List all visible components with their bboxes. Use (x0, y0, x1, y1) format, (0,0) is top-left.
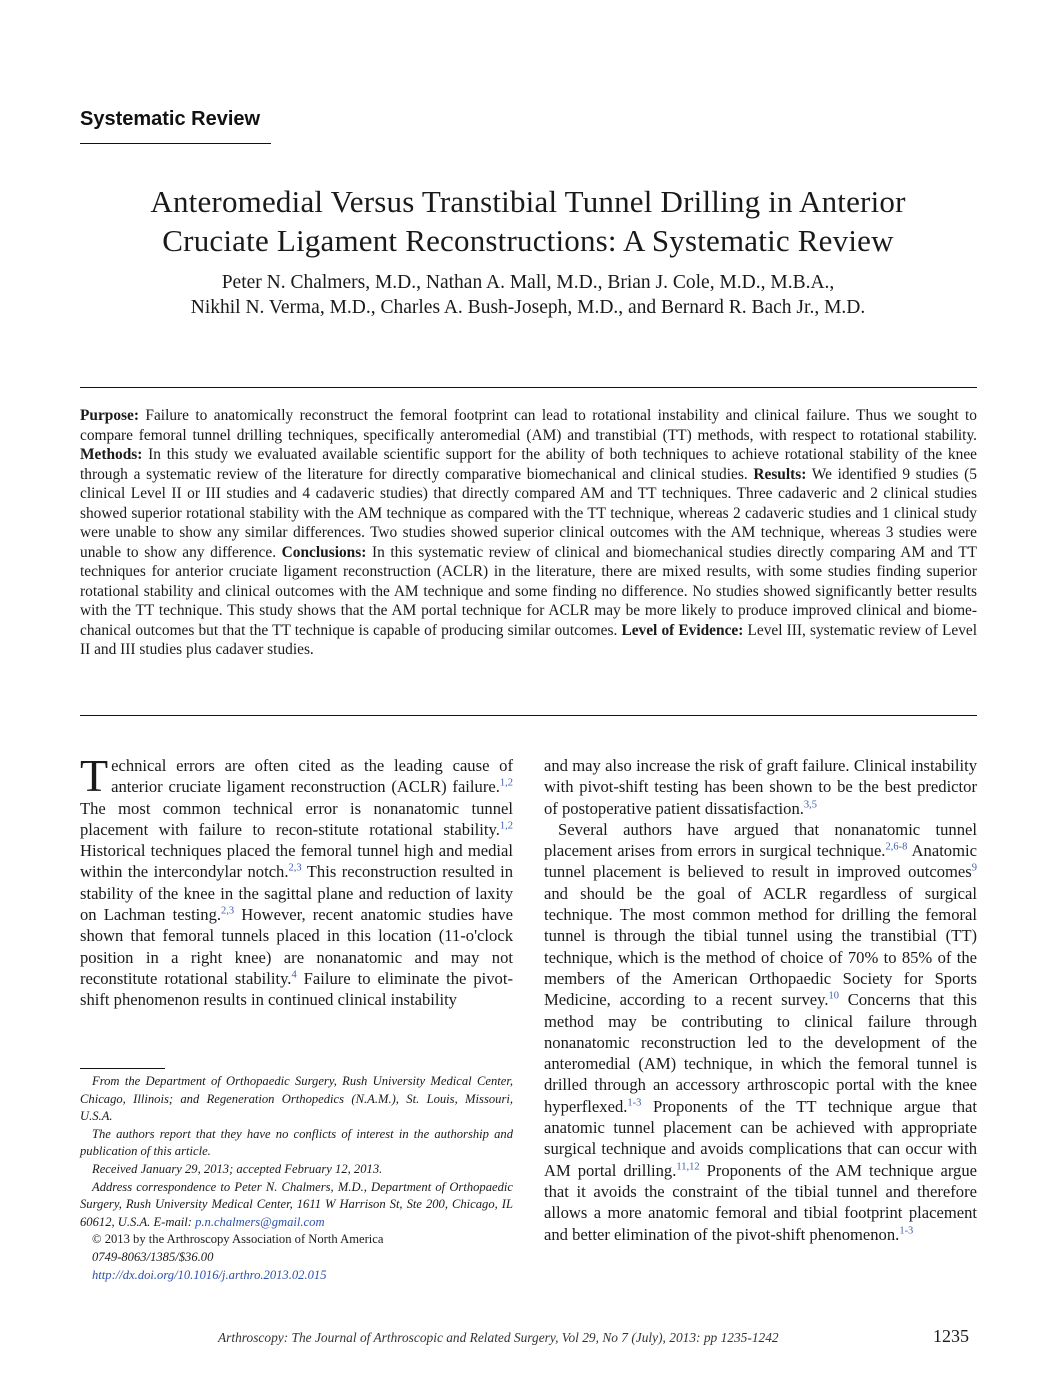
citation-link[interactable]: 2,3 (221, 905, 235, 917)
author-list (60, 270, 996, 320)
body-text: and may also increase the risk of graft failure. Clinical instability with pivot-shift testing has been shown to be the best predictor of postoperative patient dissatisfaction. (544, 756, 977, 818)
methods-label: Methods: (80, 446, 143, 463)
body-text: Proponents of the AM technique argue that it avoids the constraint of the tibial tunnel and therefore allows a more anatomic femoral and tibial footprint placement and better elimination of the pivot-shift phenomenon. (544, 1160, 977, 1244)
footnote-received: Received January 29, 2013; accepted February 12, 2013. (92, 1161, 383, 1176)
body-text: Concerns that this method may be contributing to clinical failure through nonanatomic reconstruction led to the development of the anteromedial (AM) technique, in which the femoral tunnel is drilled through an accessory arthroscopic portal with the knee hyperflexed. (544, 990, 977, 1116)
abstract-bottom-rule (80, 715, 977, 716)
abstract-top-rule (80, 387, 977, 388)
abstract (80, 406, 977, 660)
citation-link[interactable]: 1-3 (899, 1225, 914, 1236)
citation-link[interactable]: 10 (828, 990, 839, 1002)
drop-cap: T (80, 750, 109, 801)
title-line-1: Anteromedial Versus Transtibial Tunnel Drilling in Anterior (150, 184, 906, 219)
results-label: Results: (753, 465, 807, 483)
body-paragraph (544, 755, 977, 819)
citation-link[interactable]: 3,5 (803, 799, 818, 811)
footnote-conflicts: The authors report that they have no conflicts of interest in the authorship and publication of this article. (80, 1126, 513, 1159)
intro-paragraph (80, 750, 513, 1011)
body-text: Proponents of the TT technique argue that anatomic tunnel placement can be achieved with appropriate surgical technique and avoids complications that can occur with AM portal drilling. (544, 1096, 977, 1180)
citation-link[interactable]: 4 (291, 969, 297, 981)
methods-text: In this study we evaluated available scientific support for the ability of both techniques to achieve rotational stability of the knee through a systematic review of the literature for directly comparative biomechanical and clinical studies. (80, 446, 977, 483)
body-text: and should be the goal of ACLR regardless of surgical technique. The most common method for drilling the femoral tunnel is through the tibial tunnel using the transtibial (TT) technique, which is the method of choice of 70% to 85% of the members of the American Orthopaedic Society for Sports Medicine, according to a recent survey. (544, 883, 977, 1010)
footnotes (80, 1073, 513, 1284)
citation-link[interactable]: 11,12 (676, 1161, 700, 1173)
email-link[interactable]: p.n.chalmers@gmail.com (195, 1214, 325, 1229)
conclusions-text: In this systematic review of clinical and biomechanical studies directly comparing AM and TT techniques for anterior cruciate ligament reconstruction (ACLR) in the literature, there are mixed results, with some studies finding superior rotational stability and clinical outcomes with the AM technique and some finding no difference. No studies showed significantly better results with the TT technique. This study shows that the AM portal technique for ACLR may be more likely to produce improved clinical and biome-chanical outcomes but that the TT technique is capable of producing similar outcomes. (80, 543, 978, 639)
title-line-2: Cruciate Ligament Reconstructions: A Systematic Review (162, 223, 894, 258)
body-text: This reconstruction resulted in stability of the knee in the sagittal plane and reduction of laxity on Lachman testing. (80, 862, 513, 925)
section-label: Systematic Review (80, 108, 261, 130)
citation-link[interactable]: 2,3 (288, 862, 302, 874)
level-of-evidence-text: Level III, systematic review of Level II and III studies plus cadaver studies. (80, 621, 978, 658)
footnote-address (80, 1179, 513, 1232)
body-column-left (80, 750, 513, 1011)
conclusions-label: Conclusions: (281, 543, 367, 561)
purpose-text: Failure to anatomically reconstruct the femoral footprint can lead to rotational instability and clinical failure. Thus we sought to compare femoral tunnel drilling techniques, specifically anteromedial (AM) and transtibial (TT) methods, with respect to rotational stability. (80, 407, 977, 444)
level-of-evidence-label: Level of Evidence: (621, 621, 744, 639)
footnote-affiliation: From the Department of Orthopaedic Surgery, Rush University Medical Center, Chicago, Illinois; and Regeneration Orthopedics (N.A.M.), St. Louis, Missouri, U.S.A. (80, 1074, 513, 1124)
doi-link[interactable]: http://dx.doi.org/10.1016/j.arthro.2013.02.015 (92, 1267, 327, 1282)
body-column-right (544, 755, 977, 1245)
body-text: Several authors have argued that nonanatomic tunnel placement arises from errors in surgical technique. (544, 819, 977, 861)
section-rule (80, 143, 271, 144)
results-text: We identified 9 studies (5 clinical Level II or III studies and 4 cadaveric studies) that directly compared AM and TT techniques. Three cadaveric and 2 clinical studies showed superior rotational stability with the AM technique as compared with the TT technique, whereas 2 cadaveric studies and 1 clinical study were unable to show any similar differences. Two studies showed superior clinical outcomes with the AM technique, whereas 3 studies were unable to show any difference. (80, 465, 977, 561)
purpose-label: Purpose: (80, 407, 139, 424)
body-text: echnical errors are often cited as the leading cause of anterior cruciate ligament reconstruction (ACLR) failure. (111, 756, 513, 797)
journal-footer: Arthroscopy: The Journal of Arthroscopic and Related Surgery, Vol 29, No 7 (July), 2013: pp 1235-1242 (218, 1330, 779, 1345)
article-title (60, 182, 996, 260)
address-text: Address correspondence to Peter N. Chalmers, M.D., Department of Orthopaedic Surgery, Rush University Medical Center, 1611 W Harrison St, Ste 200, Chicago, IL 60612, U.S.A. E-mail: (80, 1179, 513, 1229)
body-text: Failure to eliminate the pivot-shift phenomenon results in continued clinical instability (80, 968, 513, 1010)
body-text: The most common technical error is nonanatomic tunnel placement with failure to recon-stitute rotational stability. (80, 798, 513, 839)
citation-link[interactable]: 1,2 (499, 820, 513, 832)
citation-link[interactable]: 1-3 (627, 1097, 642, 1109)
body-paragraph (544, 819, 977, 1245)
authors-line-2: Nikhil N. Verma, M.D., Charles A. Bush-Joseph, M.D., and Bernard R. Bach Jr., M.D. (190, 297, 866, 318)
citation-link[interactable]: 9 (971, 862, 977, 874)
authors-line-1: Peter N. Chalmers, M.D., Nathan A. Mall, M.D., Brian J. Cole, M.D., M.B.A., (221, 272, 835, 293)
page-number: 1235 (933, 1326, 969, 1346)
citation-link[interactable]: 2,6-8 (885, 841, 908, 853)
footnote-issn: 0749-8063/1385/$36.00 (92, 1249, 214, 1264)
body-text: Anatomic tunnel placement is believed to result in improved outcomes (544, 841, 977, 882)
citation-link[interactable]: 1,2 (499, 777, 513, 789)
body-text: However, recent anatomic studies have shown that femoral tunnels placed in this location (11-o'clock position in a right knee) are nonanatomic and may not reconstitute rotational stability. (80, 905, 513, 988)
body-text: Historical techniques placed the femoral tunnel high and medial within the intercondylar notch. (80, 841, 513, 882)
footnote-rule (80, 1068, 165, 1069)
footnote-copyright: © 2013 by the Arthroscopy Association of North America (92, 1232, 384, 1247)
